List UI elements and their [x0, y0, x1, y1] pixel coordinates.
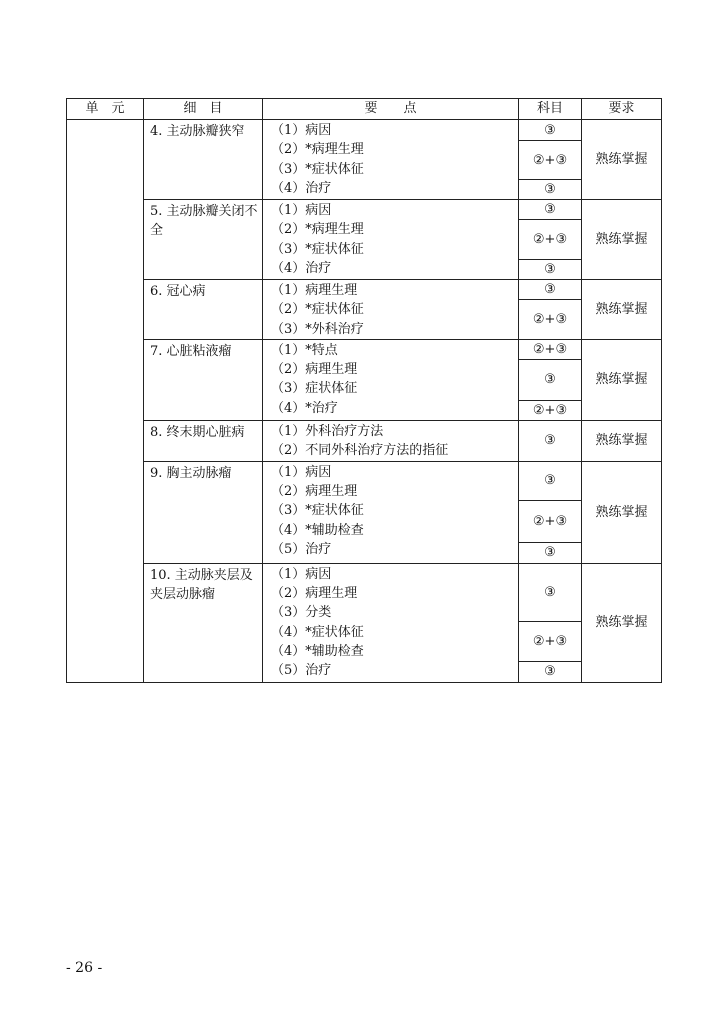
- subject-cell: ③: [519, 563, 582, 621]
- points-cell: [263, 339, 519, 420]
- subject-cell: ②+③: [519, 220, 582, 260]
- point-item: （5）治疗: [271, 663, 332, 679]
- point-item: （2）病理生理: [271, 362, 358, 378]
- requirement-cell: 熟练掌握: [582, 280, 662, 340]
- subject-cell: ③: [519, 461, 582, 500]
- points-cell: [263, 120, 519, 200]
- subject-cell: ③: [519, 120, 582, 141]
- points-cell: [263, 563, 519, 682]
- point-item: （3）*外科治疗: [271, 321, 364, 337]
- subject-cell: ③: [519, 542, 582, 563]
- detail-cell: 9. 胸主动脉瘤: [144, 461, 263, 563]
- table-header-row: [67, 99, 662, 120]
- points-cell: [263, 461, 519, 563]
- table-row: [67, 420, 662, 461]
- point-item: （1）病因: [271, 566, 332, 582]
- header-subject: 科目: [519, 99, 582, 120]
- requirement-cell: 熟练掌握: [582, 420, 662, 461]
- point-item: （2）病理生理: [271, 586, 358, 602]
- table-row: [67, 339, 662, 359]
- requirement-cell: 熟练掌握: [582, 461, 662, 563]
- subject-cell: ②+③: [519, 621, 582, 661]
- point-item: （4）*症状体征: [271, 624, 364, 640]
- requirement-cell: 熟练掌握: [582, 200, 662, 280]
- subject-cell: ③: [519, 420, 582, 461]
- detail-cell: 4. 主动脉瓣狭窄: [144, 120, 263, 200]
- subject-cell: ③: [519, 280, 582, 300]
- header-unit: 单 元: [67, 99, 144, 120]
- point-item: （2）*病理生理: [271, 222, 364, 238]
- point-item: （5）治疗: [271, 542, 332, 558]
- point-item: （1）病因: [271, 123, 332, 138]
- point-item: （4）治疗: [271, 260, 332, 276]
- point-item: （2）病理生理: [271, 484, 358, 500]
- table-row: [67, 120, 662, 141]
- point-item: （3）分类: [271, 605, 332, 621]
- subject-cell: ③: [519, 359, 582, 400]
- point-item: （1）病因: [271, 464, 332, 480]
- subject-cell: ③: [519, 200, 582, 220]
- subject-cell: ③: [519, 180, 582, 200]
- header-detail: 细 目: [144, 99, 263, 120]
- subject-cell: ③: [519, 661, 582, 682]
- table-row: [67, 200, 662, 220]
- point-item: （3）*症状体征: [271, 161, 364, 177]
- point-item: （1）病因: [271, 203, 332, 218]
- requirement-cell: 熟练掌握: [582, 339, 662, 420]
- table-row: [67, 280, 662, 300]
- point-item: （1）*特点: [271, 342, 338, 358]
- detail-cell: 10. 主动脉夹层及夹层动脉瘤: [144, 563, 263, 682]
- point-item: （4）*辅助检查: [271, 644, 364, 660]
- point-item: （3）*症状体征: [271, 241, 364, 257]
- point-item: （2）*症状体征: [271, 302, 364, 318]
- unit-cell: [67, 120, 144, 683]
- syllabus-table: [66, 98, 662, 683]
- detail-cell: 5. 主动脉瓣关闭不全: [144, 200, 263, 280]
- requirement-cell: 熟练掌握: [582, 120, 662, 200]
- point-item: （3）症状体征: [271, 381, 358, 397]
- point-item: （1）外科治疗方法: [271, 423, 384, 439]
- subject-cell: ②+③: [519, 400, 582, 420]
- point-item: （3）*症状体征: [271, 503, 364, 519]
- subject-cell: ②+③: [519, 339, 582, 359]
- subject-cell: ②+③: [519, 300, 582, 340]
- point-item: （4）治疗: [271, 180, 332, 196]
- table-row: [67, 563, 662, 621]
- header-points: 要 点: [263, 99, 519, 120]
- point-item: （4）*辅助检查: [271, 522, 364, 538]
- points-cell: [263, 200, 519, 280]
- subject-cell: ③: [519, 260, 582, 280]
- point-item: （4）*治疗: [271, 400, 338, 416]
- point-item: （2）*病理生理: [271, 142, 364, 158]
- page-number: - 26 -: [66, 960, 103, 976]
- subject-cell: ②+③: [519, 500, 582, 542]
- points-cell: [263, 280, 519, 340]
- header-requirement: 要求: [582, 99, 662, 120]
- point-item: （2）不同外科治疗方法的指征: [271, 443, 449, 459]
- detail-cell: 8. 终末期心脏病: [144, 420, 263, 461]
- detail-cell: 6. 冠心病: [144, 280, 263, 340]
- subject-cell: ②+③: [519, 141, 582, 180]
- point-item: （1）病理生理: [271, 283, 358, 298]
- table-row: [67, 461, 662, 500]
- detail-cell: 7. 心脏粘液瘤: [144, 339, 263, 420]
- points-cell: [263, 420, 519, 461]
- requirement-cell: 熟练掌握: [582, 563, 662, 682]
